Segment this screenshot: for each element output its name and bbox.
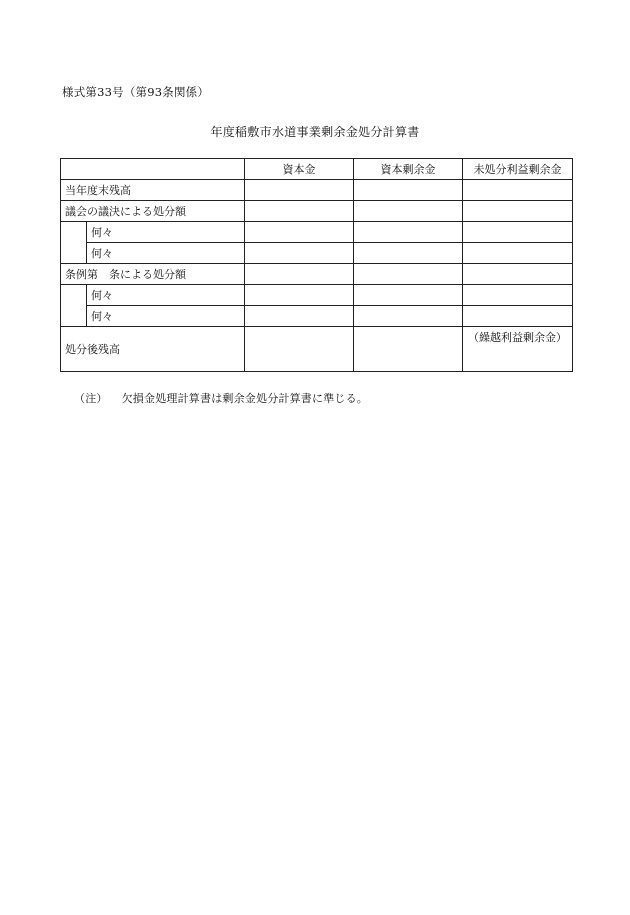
row-label-ordinance-item: 何々 bbox=[87, 285, 245, 306]
table-cell bbox=[463, 243, 573, 264]
table-cell bbox=[245, 327, 354, 372]
row-label-council-resolution: 議会の議決による処分額 bbox=[61, 201, 245, 222]
table-cell bbox=[463, 201, 573, 222]
footnote-mark: （注） bbox=[74, 392, 108, 405]
table-cell bbox=[354, 201, 463, 222]
footnote-text: 欠損金処理計算書は剰余金処分計算書に準じる。 bbox=[121, 392, 369, 405]
row-label-opening-balance: 当年度末残高 bbox=[61, 180, 245, 201]
table-cell bbox=[245, 285, 354, 306]
indent-cell bbox=[61, 222, 87, 243]
table-row bbox=[61, 180, 573, 201]
row-label-ordinance-item: 何々 bbox=[87, 306, 245, 327]
table-cell bbox=[245, 180, 354, 201]
table-cell bbox=[245, 201, 354, 222]
table-cell bbox=[354, 180, 463, 201]
table-row bbox=[61, 264, 573, 285]
table-cell bbox=[463, 306, 573, 327]
header-row bbox=[61, 159, 573, 180]
table-cell bbox=[463, 180, 573, 201]
carryover-note: （繰越利益剰余金） bbox=[463, 327, 573, 372]
table-cell bbox=[354, 327, 463, 372]
indent-cell bbox=[61, 285, 87, 306]
row-label-council-item: 何々 bbox=[87, 222, 245, 243]
table-cell bbox=[354, 306, 463, 327]
table-cell bbox=[245, 306, 354, 327]
table-row bbox=[61, 243, 573, 264]
table-row bbox=[61, 285, 573, 306]
table-cell bbox=[354, 264, 463, 285]
table-cell bbox=[245, 222, 354, 243]
table-cell bbox=[354, 285, 463, 306]
table-cell bbox=[463, 285, 573, 306]
header-capital-surplus: 資本剰余金 bbox=[354, 159, 463, 180]
table-cell bbox=[354, 243, 463, 264]
indent-cell bbox=[61, 243, 87, 264]
table-cell bbox=[463, 264, 573, 285]
header-unappropriated-earnings: 未処分利益剰余金 bbox=[463, 159, 573, 180]
header-blank-cell bbox=[61, 159, 245, 180]
table-row bbox=[61, 306, 573, 327]
table-cell bbox=[245, 243, 354, 264]
table-row bbox=[61, 327, 573, 372]
footnote bbox=[74, 390, 368, 406]
table-cell bbox=[354, 222, 463, 243]
row-label-council-item: 何々 bbox=[87, 243, 245, 264]
table-cell bbox=[245, 264, 354, 285]
surplus-disposal-table bbox=[60, 158, 573, 372]
indent-cell bbox=[61, 306, 87, 327]
row-label-ordinance: 条例第 条による処分額 bbox=[61, 264, 245, 285]
form-number-label: 様式第33号（第93条関係） bbox=[62, 85, 210, 99]
document-title: 年度稲敷市水道事業剰余金処分計算書 bbox=[210, 125, 420, 139]
table-row bbox=[61, 201, 573, 222]
header-capital: 資本金 bbox=[245, 159, 354, 180]
table-row bbox=[61, 222, 573, 243]
row-label-after-balance: 処分後残高 bbox=[61, 327, 245, 372]
table-cell bbox=[463, 222, 573, 243]
